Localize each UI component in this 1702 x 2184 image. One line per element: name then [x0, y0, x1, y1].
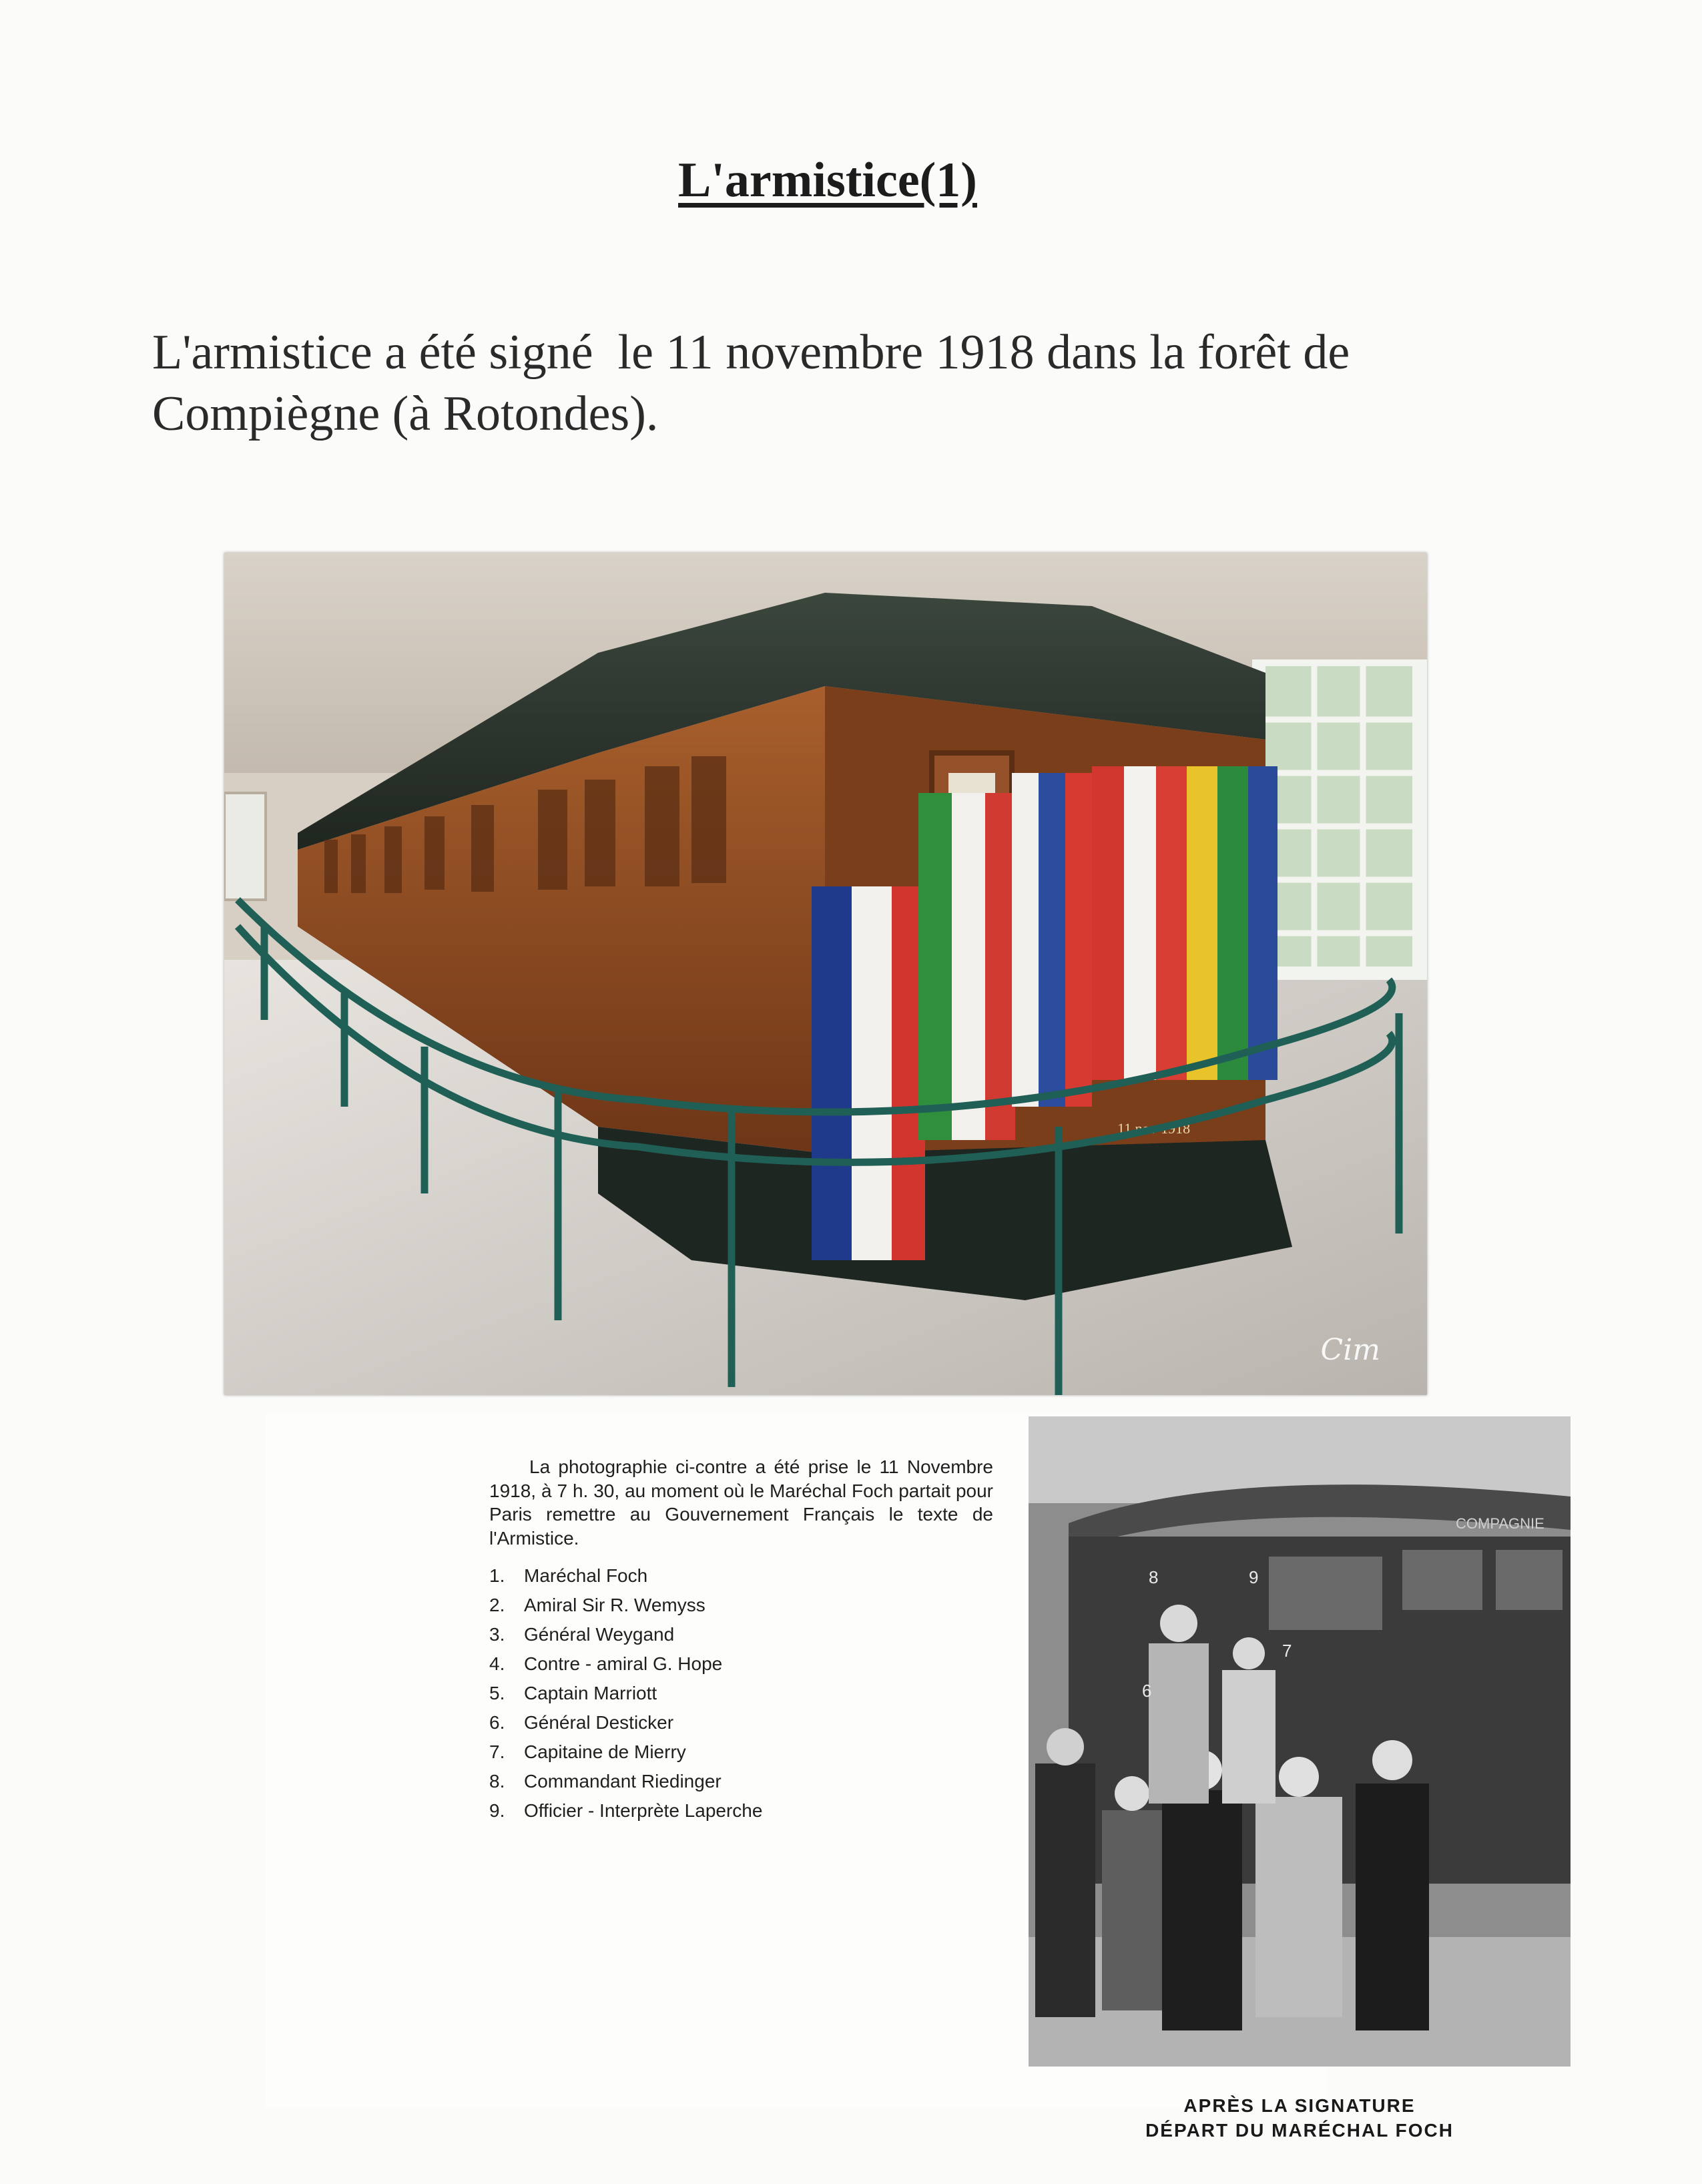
legend-list [489, 1565, 993, 1822]
legend-text: Général Weygand [524, 1624, 675, 1645]
window [1252, 659, 1427, 980]
legend-item [489, 1682, 993, 1705]
legend-text: Maréchal Foch [524, 1565, 648, 1586]
officers-photo [1029, 1416, 1571, 2067]
caption-column [489, 1455, 993, 1829]
legend-text: Général Desticker [524, 1712, 674, 1733]
legend-item [489, 1741, 993, 1763]
photo-caption-line-1: APRÈS LA SIGNATURE [1183, 2095, 1416, 2116]
mark-9: 9 [1249, 1567, 1259, 1587]
legend-number: 2. [489, 1595, 505, 1615]
officers-illustration [1029, 1416, 1571, 2067]
legend-item [489, 1711, 993, 1734]
legend-text: Officier - Interprète Laperche [524, 1800, 763, 1821]
wagon-illustration [224, 553, 1427, 1395]
photo-caption-line-2: DÉPART DU MARÉCHAL FOCH [1145, 2120, 1454, 2141]
intro-line-1: L'armistice a été signé le 11 novembre 1918 dans la forêt de [152, 325, 1350, 380]
legend-text: Contre - amiral G. Hope [524, 1653, 723, 1674]
mark-8: 8 [1149, 1567, 1159, 1587]
legend-item [489, 1653, 993, 1675]
page-title: L'armistice(1) [678, 153, 977, 208]
legend-item [489, 1594, 993, 1617]
legend-item [489, 1770, 993, 1793]
left-window [224, 793, 266, 900]
legend-number: 5. [489, 1683, 505, 1703]
legend-text: Amiral Sir R. Wemyss [524, 1595, 705, 1615]
mark-7: 7 [1282, 1641, 1292, 1661]
legend-item [489, 1623, 993, 1646]
newspaper-clipping [266, 1414, 1544, 2141]
legend-text: Capitaine de Mierry [524, 1741, 686, 1762]
wagon-postcard [224, 553, 1427, 1395]
legend-number: 3. [489, 1624, 505, 1645]
intro-line-2: Compiègne (à Rotondes). [152, 386, 659, 441]
flags-plaque: 11 nov 1918 [1117, 1120, 1191, 1137]
legend-text: Commandant Riedinger [524, 1771, 722, 1792]
caption-paragraph: La photographie ci-contre a été prise le 11 Novembre 1918, à 7 h. 30, au moment où le Maréchal Foch partait pour Paris remettre au Gouvernement Français le texte de l'Armistice. [489, 1456, 993, 1549]
photo-caption [1029, 2093, 1571, 2143]
intro-text [152, 322, 1487, 445]
mark-6: 6 [1142, 1681, 1152, 1701]
legend-number: 6. [489, 1712, 505, 1733]
legend-number: 7. [489, 1741, 505, 1762]
legend-item [489, 1565, 993, 1587]
legend-number: 9. [489, 1800, 505, 1821]
legend-text: Captain Marriott [524, 1683, 657, 1703]
legend-number: 8. [489, 1771, 505, 1792]
legend-number: 4. [489, 1653, 505, 1674]
wagon-company-text: COMPAGNIE [1456, 1515, 1544, 1532]
photographer-signature: Cim [1320, 1333, 1380, 1367]
legend-number: 1. [489, 1565, 505, 1586]
legend-item [489, 1800, 993, 1822]
